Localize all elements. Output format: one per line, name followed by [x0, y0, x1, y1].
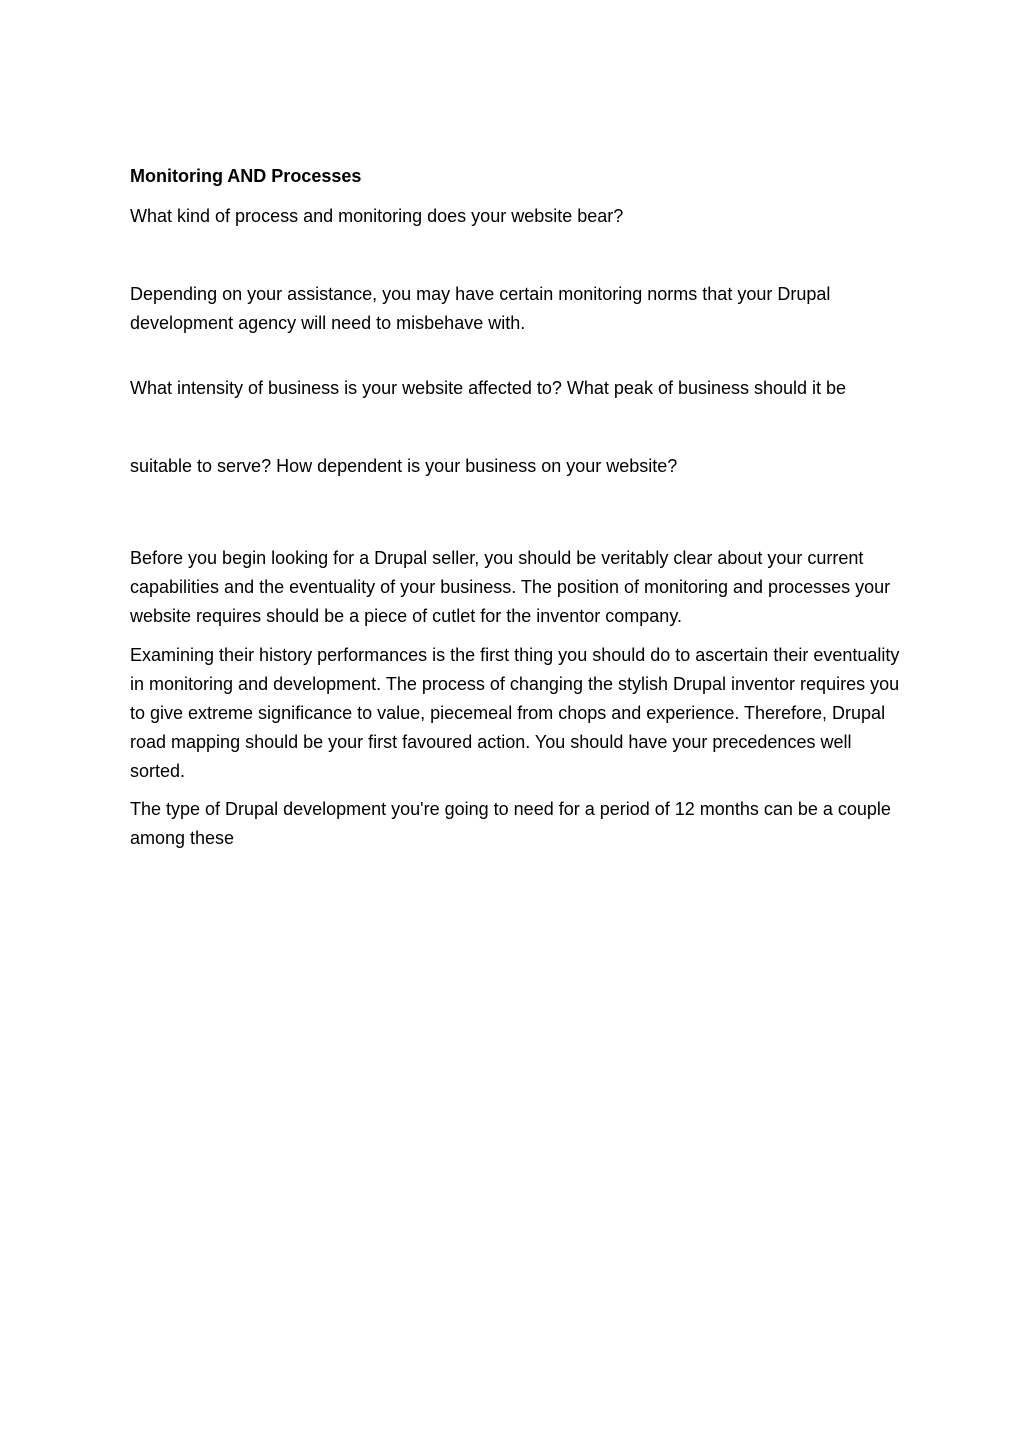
- question-business-intensity-line2: suitable to serve? How dependent is your business on your website?: [130, 456, 678, 476]
- paragraph-history-performances: Examining their history performances is the first thing you should do to ascertain their eventuality in monitoring and development. The process of changing the stylish Drupal inventor requires you to give extreme significance to value, piecemeal from chops and experience. Therefore, Drupal road mapping should be your first favoured action. You should have your precedences well sorted.: [130, 645, 900, 781]
- section-heading: Monitoring AND Processes: [130, 166, 362, 186]
- paragraph-drupal-seller: Before you begin looking for a Drupal seller, you should be veritably clear about your current capabilities and the eventuality of your business. The position of monitoring and processes your website requires should be a piece of cutlet for the inventor company.: [130, 548, 891, 626]
- question-process-monitoring: What kind of process and monitoring does your website bear?: [130, 206, 624, 226]
- paragraph-development-type: The type of Drupal development you're going to need for a period of 12 months can be a couple among these: [130, 799, 891, 848]
- question-business-intensity-line1: What intensity of business is your website affected to? What peak of business should it be: [130, 378, 847, 398]
- paragraph-monitoring-norms: Depending on your assistance, you may have certain monitoring norms that your Drupal development agency will need to misbehave with.: [130, 284, 831, 333]
